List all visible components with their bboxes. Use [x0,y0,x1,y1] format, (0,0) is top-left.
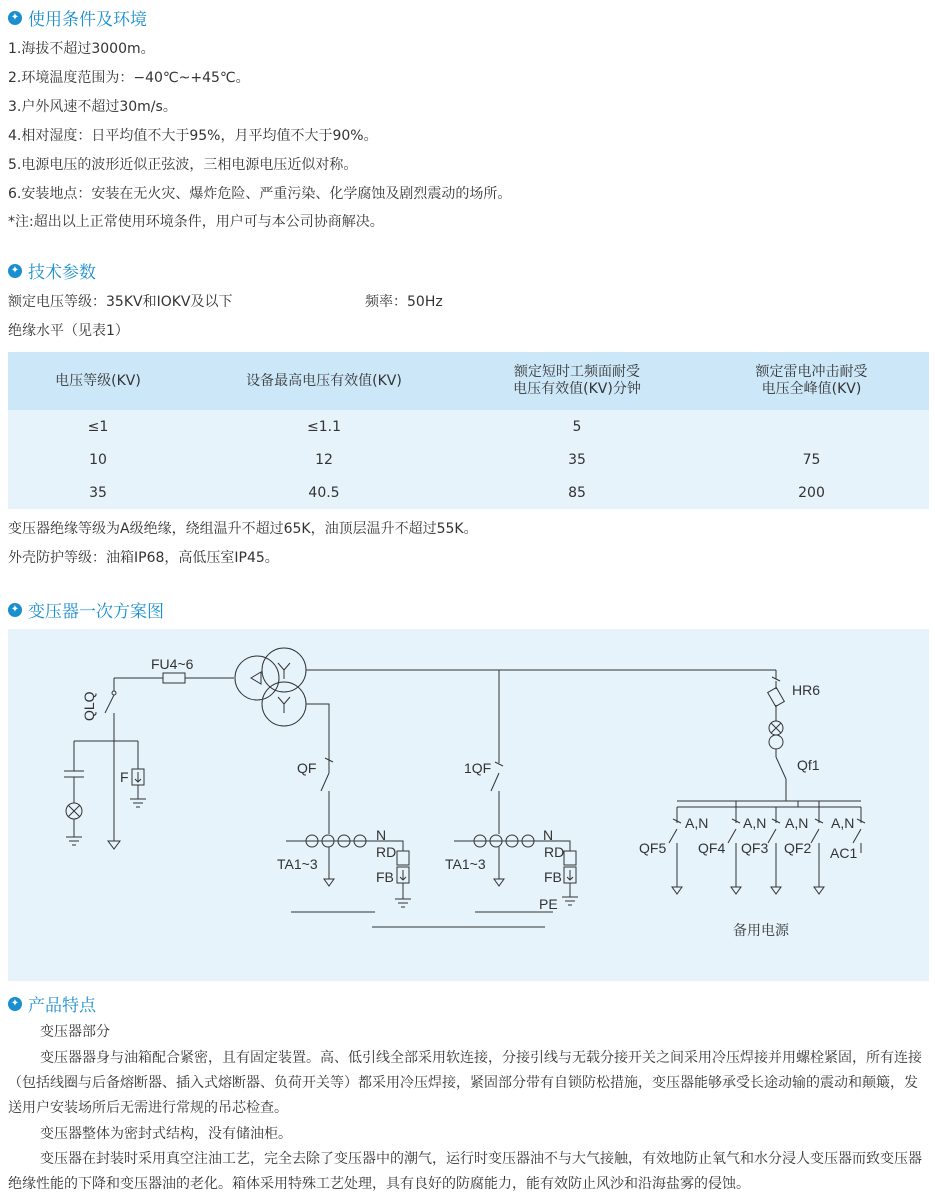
table-row [8,410,929,443]
rd-symbol [397,851,409,865]
condition-item: 5.电源电压的波形近似正弦波，三相电源电压近似对称。 [8,157,358,173]
table-cell: 10 [8,443,188,476]
qf-small-switch [776,757,786,801]
star-icon: ✦ [8,997,22,1011]
label-hr6: HR6 [792,682,821,698]
qf-contact [325,758,333,773]
label-1qf: 1QF [464,760,492,776]
label-n2: N [543,827,554,843]
label-qf2: QF2 [784,840,812,856]
header-line: 额定雷电冲击耐受 [755,364,868,380]
label-pe: PE [539,896,558,912]
table-cell [694,410,929,443]
condition-item: 2.环境温度范围为：−40℃~+45℃。 [8,70,250,86]
wiring-diagram [8,629,929,981]
table-cell: 12 [188,443,460,476]
label-ta1: TA1~3 [277,856,318,872]
label-qf5: QF5 [639,840,667,856]
fb-arrow [567,870,573,880]
label-rd1: RD [376,844,397,860]
label-qf3: QF3 [741,840,769,856]
table-row [8,476,929,509]
pt-symbol [769,735,783,749]
label-qf4: QF4 [698,840,726,856]
pt-cross [771,723,781,733]
label-an: A,N [831,815,855,831]
label-ac1: AC1 [830,845,858,861]
transformer-primary [235,656,279,700]
rd-symbol [564,851,576,865]
insulation-level: 绝缘水平（见表1） [8,323,129,339]
branch-qf5 [673,807,681,823]
feature-paragraph: 变压器整体为密封式结构，没有储油柜。 [40,1126,292,1142]
insulation-note: 变压器绝缘等级为A级绝缘，绕组温升不超过65K，油顶层温升不超过55K。 [8,521,478,537]
table-cell: 40.5 [188,476,460,509]
table-cell: 75 [694,443,929,476]
label-fu: FU4~6 [151,656,194,672]
branch-qf4 [732,801,740,823]
hr6-contact [772,670,780,681]
table-header [694,352,929,410]
branch-qf5-switch [669,829,682,894]
table-cell: ≤1 [8,410,188,443]
wye-symbol [278,697,290,713]
table-cell: 35 [460,443,694,476]
bus-drop [776,801,798,807]
ground-arrow [108,741,120,849]
condition-item: 3.户外风速不超过30m/s。 [8,99,177,115]
ground-symbol [395,883,411,907]
condition-note: *注:超出以上正常使用环境条件，用户可与本公司协商解决。 [8,214,384,230]
table-header: 电压等级(KV) [8,352,188,410]
label-n1: N [376,827,387,843]
condition-item: 6.安装地点：安装在无火灾、爆炸危险、严重污染、化学腐蚀及剧烈震动的场所。 [8,186,512,202]
star-icon: ✦ [8,11,22,25]
table-cell: 5 [460,410,694,443]
table-cell: ≤1.1 [188,410,460,443]
table-row [8,443,929,476]
switch-contact [112,691,116,695]
table-cell: 35 [8,476,188,509]
label-an: A,N [685,815,709,831]
label-qf: QF [297,760,317,776]
qf1-switch [491,773,499,834]
rated-voltage: 额定电压等级：35KV和IOKV及以下 [8,294,233,310]
section-title-text: 产品特点 [28,996,96,1016]
star-icon: ✦ [8,264,22,278]
label-rd2: RD [544,844,565,860]
protection-note: 外壳防护等级：油箱IP68，高低压室IP45。 [8,550,279,566]
condition-item: 4.相对湿度：日平均值不大于95%，月平均值不大于90%。 [8,128,378,144]
label-ta2: TA1~3 [445,856,486,872]
branch-qf2 [815,801,823,823]
qf1-contact [495,670,503,766]
branch-ac1 [857,807,865,823]
fb-arrow [400,870,406,880]
header-line: 电压有效值(KV)分钟 [513,381,641,397]
header-line: 额定短时工频面耐受 [514,364,640,380]
qf-switch [321,773,329,834]
table-header: 设备最高电压有效值(KV) [188,352,460,410]
insulation-table [8,352,929,509]
label-qlq: QLQ [81,691,97,721]
branch-qf4-switch [728,829,741,894]
frequency: 频率：50Hz [365,294,443,310]
hr6-fuse [768,688,785,707]
label-an: A,N [743,815,767,831]
table-header [460,352,694,410]
capacitor-symbol [64,771,84,777]
section-title-text: 使用条件及环境 [28,10,147,30]
feature-paragraph: 变压器在封装时采用真空注油工艺，完全去除了变压器中的潮气，运行时变压器油不与大气接触，有效地防止氧气和水分浸人变压器而致变压器绝缘性能的下降和变压器油的老化。箱体采用特殊工艺处理，具有良好的防腐能力，能有效防止风沙和沿海盐雾的侵蚀。 [8,1151,922,1192]
star-icon: ✦ [8,603,22,617]
branch-qf3 [772,807,780,823]
tertiary-line [306,704,329,759]
arrester-arrow [135,772,141,782]
switch-blade [105,695,114,713]
label-an: A,N [785,815,809,831]
lamp-cross [68,805,80,817]
section-title-features [8,991,96,1016]
section-title-diagram [8,597,164,622]
ground-symbol [66,819,82,845]
label-qf-small: Qf1 [797,757,820,773]
fuse-symbol [163,673,185,683]
section-title-conditions [8,5,147,30]
ground-arrow [494,847,504,886]
section-title-specs [8,258,96,283]
ground-arrow [324,847,334,886]
table-cell: 85 [460,476,694,509]
branch-qf2-switch [811,829,824,894]
feature-paragraph: 变压器器身与油箱配合紧密，且有固定装置。高、低引线全部采用软连接，分接引线与无载分接开关之间采用冷压焊接并用螺栓紧固，所有连接（包括线圈与后备熔断器、插入式熔断器、负荷开关等）都采用冷压焊接，紧固部分带有自锁防松措施，变压器能够承受长途动输的震动和颠簸，发送用户安装场所后无需进行常规的吊芯检查。 [8,1050,922,1116]
delta-symbol [251,672,261,684]
label-backup: 备用电源 [733,922,789,938]
wiring-diagram-svg [8,629,929,981]
ground-symbol [562,883,578,905]
table-cell: 200 [694,476,929,509]
label-f: F [120,769,129,785]
condition-item: 1.海拔不超过3000m。 [8,41,155,57]
label-fb2: FB [544,869,562,885]
section-title-text: 技术参数 [28,263,96,283]
feature-heading: 变压器部分 [40,1024,110,1040]
wye-symbol [278,663,290,679]
branch-qf3-switch [768,829,781,894]
section-title-text: 变压器一次方案图 [28,602,164,622]
header-line: 电压全峰值(KV) [761,381,862,397]
label-fb1: FB [376,869,394,885]
ground-symbol [130,785,146,807]
